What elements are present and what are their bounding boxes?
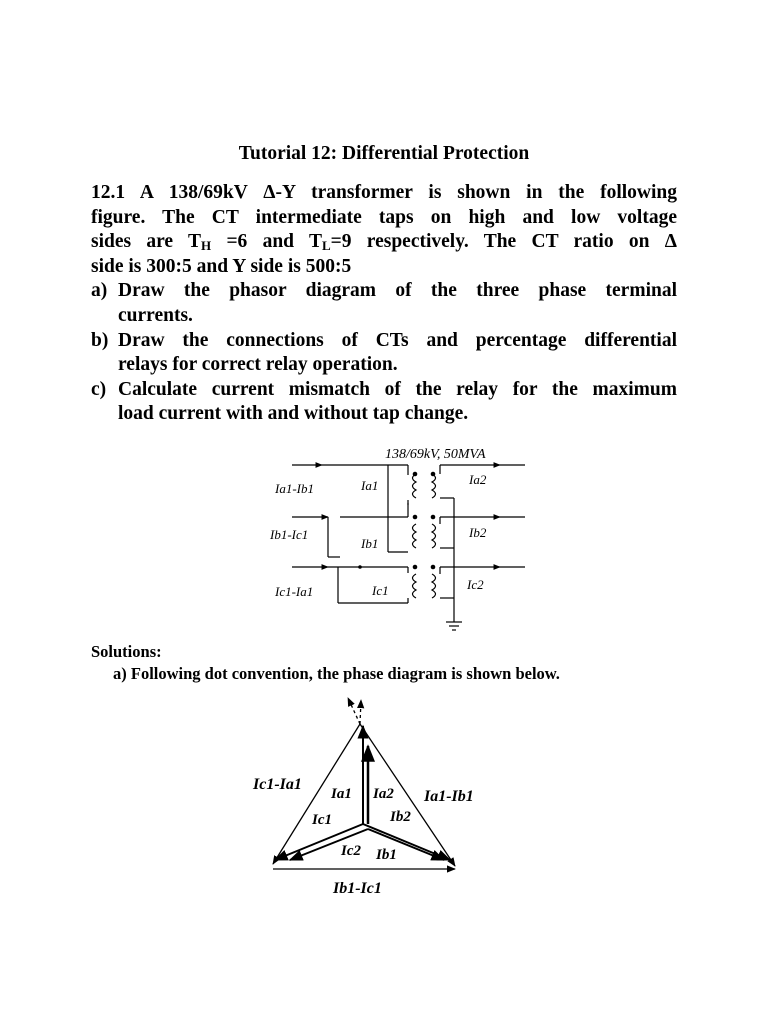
phasor-label-ica: Ic1-Ia1	[253, 776, 302, 793]
problem-line	[91, 230, 677, 255]
page-title: Tutorial 12: Differential Protection	[238, 143, 530, 164]
label-ia1: Ia1	[361, 478, 379, 493]
label-ia2: Ia2	[469, 472, 487, 487]
question-label: c)	[91, 378, 107, 400]
solution-a-text: a) Following dot convention, the phase diagram is shown below.	[113, 664, 560, 683]
label-ica: Ic1-Ia1	[275, 584, 314, 599]
question-label: a)	[91, 280, 108, 302]
subscript-l: L	[321, 238, 331, 254]
problem-statement	[91, 181, 677, 427]
solutions-heading: Solutions:	[91, 642, 162, 661]
phasor-label-ibc: Ib1-Ic1	[333, 880, 382, 897]
phasor-label-iab: Ia1-Ib1	[424, 788, 474, 805]
label-iab: Ia1-Ib1	[275, 481, 314, 496]
label-ic2: Ic2	[467, 577, 484, 592]
question-line: currents.	[118, 304, 193, 326]
question-item-c	[91, 378, 677, 427]
phasor-label-ia1: Ia1	[331, 786, 352, 802]
question-label: b)	[91, 329, 109, 351]
label-ib1: Ib1	[361, 536, 379, 551]
question-line: Calculate current mismatch of the relay for the maximum	[118, 378, 677, 400]
transformer-circuit-diagram	[260, 440, 530, 640]
subscript-h: H	[201, 238, 212, 254]
question-item-b	[91, 329, 677, 378]
phasor-label-ic2: Ic2	[341, 843, 361, 859]
problem-text: =6 and T	[211, 231, 322, 253]
problem-line: 12.1 A 138/69kV Δ-Y transformer is shown in the following	[91, 182, 677, 203]
phasor-diagram	[240, 690, 490, 905]
label-ib2: Ib2	[469, 525, 487, 540]
phasor-label-ia2: Ia2	[373, 786, 394, 802]
problem-line: side is 300:5 and Y side is 500:5	[91, 255, 352, 277]
label-ic1: Ic1	[372, 583, 389, 598]
question-line: load current with and without tap change.	[118, 403, 469, 425]
phasor-label-ib1: Ib1	[376, 847, 397, 863]
transformer-rating: 138/69kV, 50MVA	[385, 447, 486, 462]
question-line: Draw the phasor diagram of the three phase terminal	[118, 280, 677, 302]
question-item-a	[91, 279, 677, 328]
phasor-label-ic1: Ic1	[312, 812, 332, 828]
label-ibc: Ib1-Ic1	[270, 527, 309, 542]
problem-text: sides are T	[91, 231, 202, 253]
question-line: relays for correct relay operation.	[118, 354, 398, 376]
question-line: Draw the connections of CTs and percentage differential	[118, 329, 677, 351]
problem-text: =9 respectively. The CT ratio on Δ	[330, 231, 677, 253]
problem-line: figure. The CT intermediate taps on high and low voltage	[91, 206, 677, 228]
phasor-label-ib2: Ib2	[390, 809, 411, 825]
